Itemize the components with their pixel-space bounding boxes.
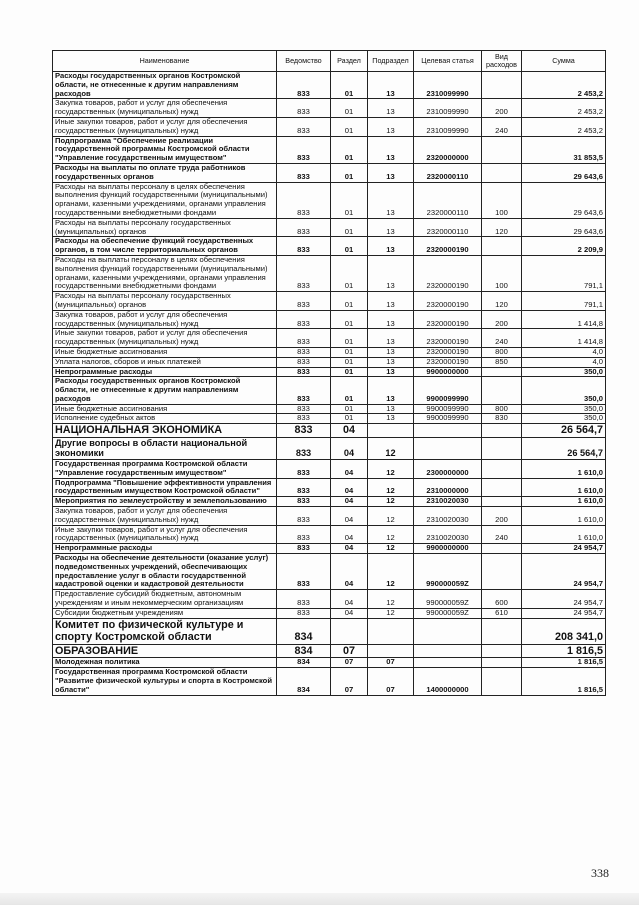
- row-sum: 1 610,0: [522, 497, 606, 507]
- row-dept: 833: [277, 237, 331, 256]
- row-dept: 833: [277, 182, 331, 218]
- row-subsection: 12: [368, 544, 414, 554]
- row-name: Непрограммные расходы: [53, 367, 277, 377]
- row-dept: 833: [277, 478, 331, 497]
- row-dept: 833: [277, 310, 331, 329]
- row-section: 04: [331, 590, 368, 609]
- row-type: [482, 478, 522, 497]
- row-sum: 2 453,2: [522, 99, 606, 118]
- table-header-row: [53, 51, 606, 72]
- table-row: [53, 460, 606, 479]
- row-target: 2320000190: [414, 329, 482, 348]
- row-subsection: 12: [368, 460, 414, 479]
- row-dept: 834: [277, 668, 331, 695]
- row-target: 2320000190: [414, 310, 482, 329]
- row-type: [482, 377, 522, 404]
- row-subsection: 12: [368, 497, 414, 507]
- row-type: [482, 554, 522, 590]
- row-sum: 31 853,5: [522, 136, 606, 163]
- row-type: 610: [482, 608, 522, 618]
- row-section: 01: [331, 72, 368, 99]
- row-target: 9900000000: [414, 544, 482, 554]
- row-section: 01: [331, 117, 368, 136]
- table-row: [53, 72, 606, 99]
- col-header-type: Вид расходов: [482, 51, 522, 72]
- row-section: 01: [331, 237, 368, 256]
- page-number: 338: [591, 866, 609, 880]
- row-sum: 4,0: [522, 347, 606, 357]
- row-dept: 833: [277, 437, 331, 459]
- row-dept: 833: [277, 377, 331, 404]
- row-target: 2310020030: [414, 497, 482, 507]
- row-type: 800: [482, 347, 522, 357]
- row-section: 01: [331, 414, 368, 424]
- table-row: [53, 329, 606, 348]
- row-target: 1400000000: [414, 668, 482, 695]
- row-subsection: 12: [368, 554, 414, 590]
- row-sum: 1 816,5: [522, 668, 606, 695]
- table-row: [53, 507, 606, 526]
- row-target: 9900099990: [414, 377, 482, 404]
- row-section: 01: [331, 163, 368, 182]
- row-name: Подпрограмма "Повышение эффективности управления государственным имуществом Костромской области": [53, 478, 277, 497]
- row-name: Расходы на выплаты по оплате труда работников государственных органов: [53, 163, 277, 182]
- table-row: [53, 644, 606, 658]
- table-row: [53, 255, 606, 291]
- table-body: [53, 72, 606, 696]
- row-name: Расходы на выплаты персоналу в целях обеспечения выполнения функций государственными (муниципальными) органами, казенными учреждениями, органами управления государственными внебюджетными фондами: [53, 182, 277, 218]
- row-dept: 833: [277, 255, 331, 291]
- row-target: [414, 424, 482, 438]
- row-type: 200: [482, 99, 522, 118]
- row-name: Иные бюджетные ассигнования: [53, 404, 277, 414]
- table-row: [53, 218, 606, 237]
- row-type: 120: [482, 218, 522, 237]
- row-dept: 833: [277, 329, 331, 348]
- row-type: 600: [482, 590, 522, 609]
- row-dept: 833: [277, 544, 331, 554]
- row-subsection: 13: [368, 237, 414, 256]
- row-name: Закупка товаров, работ и услуг для обеспечения государственных (муниципальных) нужд: [53, 99, 277, 118]
- row-subsection: 13: [368, 136, 414, 163]
- row-subsection: 13: [368, 182, 414, 218]
- row-target: 2320000190: [414, 237, 482, 256]
- row-subsection: 13: [368, 357, 414, 367]
- row-dept: 833: [277, 590, 331, 609]
- row-target: [414, 658, 482, 668]
- row-name: Предоставление субсидий бюджетным, автономным учреждениям и иным некоммерческим организациям: [53, 590, 277, 609]
- row-target: 2320000190: [414, 255, 482, 291]
- row-section: 01: [331, 218, 368, 237]
- col-header-section: Раздел: [331, 51, 368, 72]
- row-sum: 791,1: [522, 255, 606, 291]
- row-type: 800: [482, 404, 522, 414]
- row-type: [482, 437, 522, 459]
- row-sum: 350,0: [522, 367, 606, 377]
- row-section: 04: [331, 497, 368, 507]
- row-target: 2320000190: [414, 357, 482, 367]
- row-type: 100: [482, 255, 522, 291]
- row-name: Закупка товаров, работ и услуг для обеспечения государственных (муниципальных) нужд: [53, 507, 277, 526]
- table-row: [53, 618, 606, 644]
- row-section: 01: [331, 136, 368, 163]
- table-row: [53, 525, 606, 544]
- table-row: [53, 414, 606, 424]
- row-target: 9900000000: [414, 367, 482, 377]
- row-name: Закупка товаров, работ и услуг для обеспечения государственных (муниципальных) нужд: [53, 310, 277, 329]
- row-type: [482, 136, 522, 163]
- row-name: Подпрограмма "Обеспечение реализации государственной программы Костромской области "Управление государственным имуществом": [53, 136, 277, 163]
- row-section: 07: [331, 668, 368, 695]
- scan-edge: [0, 893, 639, 905]
- col-header-sum: Сумма: [522, 51, 606, 72]
- row-section: 01: [331, 182, 368, 218]
- row-sum: 350,0: [522, 414, 606, 424]
- row-section: 04: [331, 437, 368, 459]
- row-name: Мероприятия по землеустройству и землепользованию: [53, 497, 277, 507]
- row-name: Иные закупки товаров, работ и услуг для обеспечения государственных (муниципальных) нужд: [53, 117, 277, 136]
- row-type: [482, 367, 522, 377]
- row-name: Расходы на обеспечение деятельности (оказание услуг) подведомственных учреждений, обеспечивающих предоставление услуг в области государственной кадастровой оценки и кадастровой деятельности: [53, 554, 277, 590]
- row-dept: 833: [277, 404, 331, 414]
- row-subsection: 13: [368, 310, 414, 329]
- table-row: [53, 377, 606, 404]
- row-target: 2320000000: [414, 136, 482, 163]
- row-subsection: 07: [368, 658, 414, 668]
- row-dept: 833: [277, 99, 331, 118]
- row-type: 850: [482, 357, 522, 367]
- row-sum: 2 453,2: [522, 72, 606, 99]
- row-dept: 833: [277, 218, 331, 237]
- row-target: 2310099990: [414, 99, 482, 118]
- table-row: [53, 136, 606, 163]
- row-target: 990000059Z: [414, 608, 482, 618]
- row-sum: 1 610,0: [522, 507, 606, 526]
- row-section: 04: [331, 507, 368, 526]
- row-type: 240: [482, 117, 522, 136]
- row-type: 240: [482, 525, 522, 544]
- row-type: 120: [482, 292, 522, 311]
- row-target: 9900099990: [414, 404, 482, 414]
- row-target: [414, 437, 482, 459]
- row-subsection: 13: [368, 414, 414, 424]
- row-dept: 833: [277, 72, 331, 99]
- row-sum: 208 341,0: [522, 618, 606, 644]
- row-sum: 24 954,7: [522, 608, 606, 618]
- row-sum: 29 643,6: [522, 218, 606, 237]
- row-section: 04: [331, 478, 368, 497]
- row-name: Расходы государственных органов Костромской области, не отнесенные к другим направлениям расходов: [53, 377, 277, 404]
- row-type: [482, 658, 522, 668]
- row-dept: 833: [277, 554, 331, 590]
- row-sum: 2 209,9: [522, 237, 606, 256]
- row-name: Расходы государственных органов Костромской области, не отнесенные к другим направлениям расходов: [53, 72, 277, 99]
- row-section: 04: [331, 525, 368, 544]
- row-target: 2310020030: [414, 525, 482, 544]
- row-dept: 833: [277, 460, 331, 479]
- col-header-name: Наименование: [53, 51, 277, 72]
- row-type: [482, 618, 522, 644]
- budget-table: [52, 50, 606, 696]
- row-sum: 24 954,7: [522, 590, 606, 609]
- table-row: [53, 478, 606, 497]
- row-subsection: 13: [368, 218, 414, 237]
- row-type: [482, 237, 522, 256]
- row-sum: 1 816,5: [522, 658, 606, 668]
- table-row: [53, 424, 606, 438]
- row-dept: 833: [277, 117, 331, 136]
- row-dept: 834: [277, 658, 331, 668]
- row-dept: 834: [277, 618, 331, 644]
- row-subsection: 12: [368, 507, 414, 526]
- row-name: Комитет по физической культуре и спорту Костромской области: [53, 618, 277, 644]
- row-section: 01: [331, 404, 368, 414]
- row-sum: 1 414,8: [522, 310, 606, 329]
- col-header-subsection: Подраздел: [368, 51, 414, 72]
- row-dept: 833: [277, 414, 331, 424]
- row-subsection: 13: [368, 163, 414, 182]
- row-section: 01: [331, 347, 368, 357]
- row-target: 2320000190: [414, 292, 482, 311]
- row-section: 07: [331, 644, 368, 658]
- row-dept: 833: [277, 507, 331, 526]
- row-subsection: [368, 424, 414, 438]
- row-section: 01: [331, 367, 368, 377]
- row-type: [482, 644, 522, 658]
- row-type: [482, 497, 522, 507]
- row-subsection: 13: [368, 117, 414, 136]
- row-name: Расходы на выплаты персоналу государственных (муниципальных) органов: [53, 292, 277, 311]
- row-name: Расходы на обеспечение функций государственных органов, в том числе территориальных органов: [53, 237, 277, 256]
- row-dept: 833: [277, 608, 331, 618]
- table-row: [53, 182, 606, 218]
- col-header-target: Целевая статья: [414, 51, 482, 72]
- row-name: Иные бюджетные ассигнования: [53, 347, 277, 357]
- row-section: 04: [331, 554, 368, 590]
- row-dept: 833: [277, 357, 331, 367]
- row-type: 830: [482, 414, 522, 424]
- row-name: Расходы на выплаты персоналу в целях обеспечения выполнения функций государственными (муниципальными) органами, казенными учреждениями, органами управления государственными внебюджетными фондами: [53, 255, 277, 291]
- row-sum: 26 564,7: [522, 424, 606, 438]
- row-sum: 24 954,7: [522, 554, 606, 590]
- row-target: [414, 618, 482, 644]
- table-row: [53, 99, 606, 118]
- row-subsection: 07: [368, 668, 414, 695]
- row-dept: 834: [277, 644, 331, 658]
- row-target: 2310000000: [414, 478, 482, 497]
- table-row: [53, 668, 606, 695]
- row-target: 990000059Z: [414, 590, 482, 609]
- row-subsection: 13: [368, 99, 414, 118]
- row-sum: 350,0: [522, 404, 606, 414]
- row-name: Расходы на выплаты персоналу государственных (муниципальных) органов: [53, 218, 277, 237]
- row-target: 2320000110: [414, 218, 482, 237]
- row-dept: 833: [277, 525, 331, 544]
- row-type: 200: [482, 310, 522, 329]
- row-sum: 29 643,6: [522, 163, 606, 182]
- row-type: [482, 72, 522, 99]
- table-row: [53, 554, 606, 590]
- row-section: 01: [331, 310, 368, 329]
- row-type: [482, 668, 522, 695]
- row-section: 01: [331, 292, 368, 311]
- row-sum: 26 564,7: [522, 437, 606, 459]
- row-sum: 791,1: [522, 292, 606, 311]
- row-sum: 1 414,8: [522, 329, 606, 348]
- row-name: Исполнение судебных актов: [53, 414, 277, 424]
- table-row: [53, 237, 606, 256]
- row-sum: 350,0: [522, 377, 606, 404]
- row-name: Непрограммные расходы: [53, 544, 277, 554]
- row-dept: 833: [277, 292, 331, 311]
- row-subsection: 13: [368, 377, 414, 404]
- row-subsection: 13: [368, 329, 414, 348]
- row-dept: 833: [277, 497, 331, 507]
- row-dept: 833: [277, 367, 331, 377]
- row-type: [482, 544, 522, 554]
- table-row: [53, 347, 606, 357]
- row-subsection: 12: [368, 608, 414, 618]
- table-row: [53, 163, 606, 182]
- row-type: 240: [482, 329, 522, 348]
- row-target: 2320000110: [414, 182, 482, 218]
- row-dept: 833: [277, 347, 331, 357]
- row-section: 04: [331, 544, 368, 554]
- row-section: 01: [331, 357, 368, 367]
- table-row: [53, 117, 606, 136]
- row-subsection: 13: [368, 404, 414, 414]
- row-sum: 24 954,7: [522, 544, 606, 554]
- table-row: [53, 292, 606, 311]
- row-type: 200: [482, 507, 522, 526]
- row-type: [482, 424, 522, 438]
- row-section: 01: [331, 329, 368, 348]
- row-subsection: 13: [368, 367, 414, 377]
- table-row: [53, 608, 606, 618]
- row-subsection: [368, 618, 414, 644]
- row-name: Государственная программа Костромской области "Развитие физической культуры и спорта в Костромской области": [53, 668, 277, 695]
- row-sum: 1 610,0: [522, 460, 606, 479]
- row-type: [482, 163, 522, 182]
- row-sum: 4,0: [522, 357, 606, 367]
- row-dept: 833: [277, 163, 331, 182]
- row-name: Субсидии бюджетным учреждениям: [53, 608, 277, 618]
- row-target: 2320000190: [414, 347, 482, 357]
- row-section: [331, 618, 368, 644]
- row-target: 2320000110: [414, 163, 482, 182]
- row-section: 04: [331, 460, 368, 479]
- row-subsection: 12: [368, 478, 414, 497]
- row-subsection: 13: [368, 347, 414, 357]
- row-name: Иные закупки товаров, работ и услуг для обеспечения государственных (муниципальных) нужд: [53, 329, 277, 348]
- row-subsection: 13: [368, 72, 414, 99]
- row-section: 04: [331, 424, 368, 438]
- row-name: Иные закупки товаров, работ и услуг для обеспечения государственных (муниципальных) нужд: [53, 525, 277, 544]
- row-name: Государственная программа Костромской области "Управление государственным имуществом": [53, 460, 277, 479]
- row-subsection: 13: [368, 255, 414, 291]
- row-target: 9900099990: [414, 414, 482, 424]
- row-name: НАЦИОНАЛЬНАЯ ЭКОНОМИКА: [53, 424, 277, 438]
- row-subsection: 12: [368, 590, 414, 609]
- row-sum: 1 610,0: [522, 525, 606, 544]
- row-subsection: [368, 644, 414, 658]
- row-subsection: 12: [368, 525, 414, 544]
- row-target: 990000059Z: [414, 554, 482, 590]
- table-row: [53, 357, 606, 367]
- row-section: 01: [331, 255, 368, 291]
- row-sum: 2 453,2: [522, 117, 606, 136]
- row-section: 04: [331, 608, 368, 618]
- row-subsection: 12: [368, 437, 414, 459]
- row-target: [414, 644, 482, 658]
- row-target: 2300000000: [414, 460, 482, 479]
- row-sum: 29 643,6: [522, 182, 606, 218]
- row-dept: 833: [277, 424, 331, 438]
- row-sum: 1 816,5: [522, 644, 606, 658]
- col-header-dept: Ведомство: [277, 51, 331, 72]
- row-name: ОБРАЗОВАНИЕ: [53, 644, 277, 658]
- row-subsection: 13: [368, 292, 414, 311]
- row-dept: 833: [277, 136, 331, 163]
- row-name: Уплата налогов, сборов и иных платежей: [53, 357, 277, 367]
- row-section: 01: [331, 99, 368, 118]
- table-row: [53, 310, 606, 329]
- row-section: 07: [331, 658, 368, 668]
- row-section: 01: [331, 377, 368, 404]
- row-name: Молодежная политика: [53, 658, 277, 668]
- row-type: [482, 460, 522, 479]
- row-name: Другие вопросы в области национальной экономики: [53, 437, 277, 459]
- row-target: 2310099990: [414, 72, 482, 99]
- row-target: 2310020030: [414, 507, 482, 526]
- row-target: 2310099990: [414, 117, 482, 136]
- table-row: [53, 437, 606, 459]
- row-sum: 1 610,0: [522, 478, 606, 497]
- table-row: [53, 590, 606, 609]
- row-type: 100: [482, 182, 522, 218]
